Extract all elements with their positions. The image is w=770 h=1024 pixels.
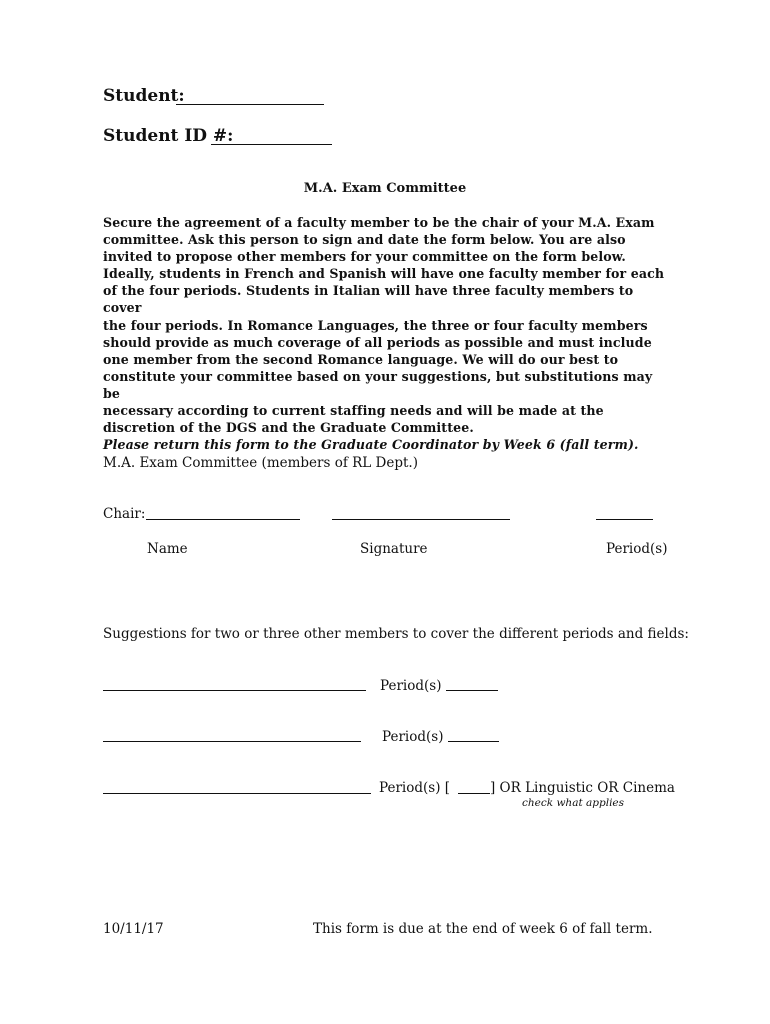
member-2-period-field[interactable] bbox=[448, 741, 499, 742]
instruction-line: constitute your committee based on your suggestions, but substitutions may be bbox=[103, 368, 653, 401]
member-3-period-field[interactable] bbox=[458, 793, 490, 794]
footer-date: 10/11/17 bbox=[103, 921, 164, 937]
instruction-line: necessary according to current staffing needs and will be made at the bbox=[103, 403, 604, 419]
instruction-line: one member from the second Romance language. We will do our best to bbox=[103, 351, 619, 367]
member-1-name-field[interactable] bbox=[103, 690, 366, 691]
instruction-line: the four periods. In Romance Languages, the three or four faculty members bbox=[103, 317, 648, 333]
instruction-line: Secure the agreement of a faculty member to be the chair of your M.A. Exam bbox=[103, 215, 655, 230]
instruction-line: Ideally, students in French and Spanish will have one faculty member for each bbox=[103, 266, 665, 282]
chair-label: Chair: bbox=[103, 506, 146, 522]
student-name-field[interactable] bbox=[176, 104, 324, 105]
member-1-period-label: Period(s) bbox=[380, 678, 442, 694]
student-id-label: Student ID #: bbox=[103, 126, 234, 146]
student-label: Student: bbox=[103, 86, 185, 106]
chair-name-field[interactable] bbox=[146, 519, 300, 520]
chair-signature-field[interactable] bbox=[332, 519, 510, 520]
instruction-line: of the four periods. Students in Italian will have three faculty members to cover bbox=[103, 283, 634, 316]
member-3-name-field[interactable] bbox=[103, 793, 371, 794]
instruction-line: committee. Ask this person to sign and date the form below. You are also bbox=[103, 232, 626, 248]
name-column-label: Name bbox=[147, 541, 188, 557]
linguistic-cinema-option: ] OR Linguistic OR Cinema bbox=[490, 780, 675, 796]
member-1-period-field[interactable] bbox=[446, 690, 498, 691]
form-title: M.A. Exam Committee bbox=[303, 181, 467, 196]
check-note: check what applies bbox=[522, 797, 625, 809]
period-column-label: Period(s) bbox=[606, 541, 668, 557]
signature-column-label: Signature bbox=[360, 541, 428, 557]
committee-heading: M.A. Exam Committee (members of RL Dept.) bbox=[103, 455, 418, 471]
student-id-field[interactable] bbox=[211, 144, 332, 145]
chair-period-field[interactable] bbox=[596, 519, 653, 520]
suggestions-heading: Suggestions for two or three other members to cover the different periods and fields: bbox=[103, 626, 689, 642]
instruction-line: should provide as much coverage of all periods as possible and must include bbox=[103, 334, 652, 350]
footer-due-note: This form is due at the end of week 6 of fall term. bbox=[313, 921, 653, 937]
member-2-period-label: Period(s) bbox=[382, 729, 444, 745]
return-note: Please return this form to the Graduate Coordinator by Week 6 (fall term). bbox=[103, 437, 639, 453]
instructions-paragraph bbox=[103, 214, 673, 453]
instruction-line: discretion of the DGS and the Graduate Committee. bbox=[103, 420, 474, 436]
instruction-line: invited to propose other members for your committee on the form below. bbox=[103, 249, 626, 265]
member-3-period-label: Period(s) [ bbox=[379, 780, 451, 796]
member-2-name-field[interactable] bbox=[103, 741, 361, 742]
